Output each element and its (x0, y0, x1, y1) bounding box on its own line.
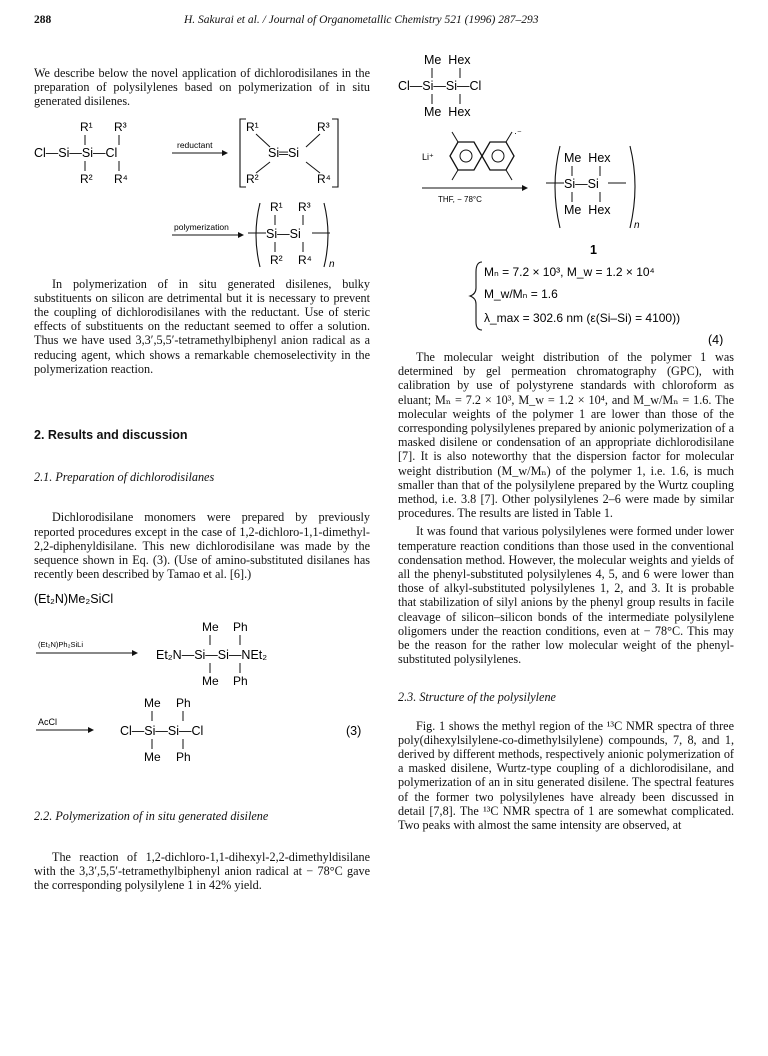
scheme3-eq-number: (3) (346, 724, 362, 739)
paragraph-nmr: Fig. 1 shows the methyl region of the ¹³C NMR spectra of three poly(dihexylsilylene-co-dimethylsilylene) compounds, 7, 8, and 1, derived by different methods, respectively anionic polymerization of a masked disilene, Wurtz-type coupling of a dichlorodisilane, and polymerization of an in situ generated disilene. The spectral features of the former two polysilylenes have already been discussed in detail [7,8]. The ¹³C NMR spectra of 1 are somewhat complicated. Two peaks with almost the same intensity are observed, at (398, 718, 734, 833)
scheme-bond-line (506, 132, 512, 142)
scheme4-polymer-bottom: Me Hex (564, 203, 611, 217)
scheme-bond-line (324, 203, 328, 267)
polymer-main: Si—Si (266, 226, 301, 241)
polymerization-label: polymerization (174, 221, 229, 232)
scheme3-mid-me: Me (202, 620, 219, 635)
scheme4-polymer-n: n (634, 220, 640, 231)
scheme3-prod-ph-bottom: Ph (176, 750, 191, 765)
scheme4-li-label: Li⁺ (422, 152, 434, 162)
page-header (34, 14, 734, 26)
scheme4-results-line2: M_w/Mₙ = 1.6 (484, 287, 558, 301)
scheme-bond-line (222, 150, 228, 156)
disilene-r3: R³ (317, 119, 330, 134)
scheme3-mid-main: Et₂N—Si—Si—NEt₂ (156, 648, 268, 663)
disilene-r4: R⁴ (317, 171, 331, 186)
scheme4-polymer-main: Si—Si (564, 177, 599, 191)
scheme-bond-line (506, 170, 512, 180)
scheme4-results-line1: Mₙ = 7.2 × 10³, M_w = 1.2 × 10⁴ (484, 265, 655, 279)
scheme-bond-line (460, 150, 472, 162)
paragraph-temperature: It was found that various polysilylenes were formed under lower temperature reaction conditions than those used in the conventional condensation method. However, the molecular weights and yields of all the phenyl-substituted polysilylenes 4, 5, and 6 were lower than those of alkyl-substituted polysilylenes 1, 2, and 3. It is probable that stabilization of silyl anions by the phenyl group results in facile cleavage of silicon–silicon bonds of the intermediate polysilylene oligomers under the reaction conditions, even at − 78°C. This may be the reason for the rather low molecular weight of the phenyl-substituted polysilylenes. (398, 524, 734, 667)
scheme-bond-line (492, 150, 504, 162)
polymer-r3: R³ (298, 199, 311, 214)
subsection-2-3-title: 2.3. Structure of the polysilylene (398, 690, 556, 705)
scheme-bond-line (470, 262, 482, 330)
subsection-2-2-title: 2.2. Polymerization of in situ generated disilene (34, 809, 269, 824)
section-2-title: 2. Results and discussion (34, 428, 188, 443)
scheme-bond-line (452, 132, 458, 142)
scheme4-reactant-top: Me Hex (424, 53, 471, 67)
right-column (398, 50, 734, 832)
scheme-bond-line (482, 142, 514, 170)
scheme3-start: (Et₂N)Me₂SiCl (34, 592, 114, 607)
paragraph-steric: In polymerization of in situ generated disilenes, bulky substituents on silicon are detrimental but it is necessary to prevent the coupling of dichlorodisilanes with the reductant. Use of steric effects of substituents on the reductant seemed to offer a solution. Thus we have used 3,3′,5,5′-tetramethylbiphenyl anion radical as a reducing agent, which shows a remarkable chemoselectivity in the polymerization reaction. (34, 276, 370, 376)
monomer-r4: R⁴ (114, 171, 128, 186)
scheme-bond-line (88, 727, 94, 733)
scheme3-reagent2: AcCl (38, 717, 58, 728)
scheme3-prod-me-bottom: Me (144, 750, 161, 765)
subsection-2-1-title: 2.1. Preparation of dichlorodisilanes (34, 470, 215, 485)
scheme3-mid-ph: Ph (233, 620, 248, 635)
scheme3-prod-ph: Ph (176, 696, 191, 711)
monomer-main: Cl—Si—Si—Cl (34, 145, 118, 160)
polymer-r1: R¹ (270, 199, 283, 214)
polymer-r4: R⁴ (298, 252, 312, 267)
scheme3-mid-ph-bottom: Ph (233, 674, 248, 689)
page-number: 288 (34, 14, 52, 26)
scheme4-compound-number: 1 (590, 243, 597, 257)
scheme-bond-line (238, 232, 244, 238)
scheme4-results-line3: λ_max = 302.6 nm (ε(Si–Si) = 4100)) (484, 311, 681, 325)
paragraph-reaction: The reaction of 1,2-dichloro-1,1-dihexyl-2,2-dimethyldisilane with the 3,3′,5,5′-tetramethylbiphenyl anion radical at − 78°C gave the corresponding polysilylene 1 in 42% yield. (34, 849, 370, 893)
scheme3-reagent1: (Et₂N)Ph₂SiLi (38, 640, 83, 650)
scheme4-reactant-main: Cl—Si—Si—Cl (398, 79, 482, 93)
scheme-bond-line (522, 185, 528, 191)
scheme4-conditions: THF, − 78°C (438, 195, 482, 204)
paragraph-monomers: Dichlorodisilane monomers were prepared by previously reported procedures except in the case of 1,2-dichloro-1,1-dimethyl-2,2-diphenyldisilane. This new dichlorodisilane was made by the sequence shown in Eq. (3). (Use of amino-substituted disilanes has recently been described by Tamao et al. [6].) (34, 510, 370, 582)
scheme3-prod-main: Cl—Si—Si—Cl (120, 724, 204, 739)
scheme4-polymer-top: Me Hex (564, 151, 611, 165)
scheme3-mid-me-bottom: Me (202, 674, 219, 689)
disilene-r1: R¹ (246, 119, 259, 134)
scheme4-anion-mark: ·⁻ (514, 128, 522, 138)
reductant-label: reductant (177, 139, 213, 150)
intro-paragraph: We describe below the novel application of dichlorodisilanes in the preparation of polysilylenes based on polymerization of in situ generated disilenes. (34, 66, 370, 109)
monomer-r1: R¹ (80, 119, 93, 134)
scheme-bond-line (630, 146, 635, 228)
monomer-r3: R³ (114, 119, 127, 134)
running-head: H. Sakurai et al. / Journal of Organometallic Chemistry 521 (1996) 287–293 (184, 14, 539, 26)
scheme-bond-line (452, 170, 458, 180)
scheme-disilene-polymerization (34, 113, 370, 271)
scheme-equation-3 (34, 587, 370, 773)
polymer-n: n (329, 258, 335, 270)
scheme-bond-line (332, 119, 338, 187)
scheme-equation-4 (398, 50, 734, 346)
monomer-r2: R² (80, 171, 93, 186)
scheme3-prod-me: Me (144, 696, 161, 711)
scheme4-reactant-bottom: Me Hex (424, 105, 471, 119)
scheme4-eq-number: (4) (708, 333, 724, 346)
scheme-bond-line (256, 203, 260, 267)
disilene-main: Si═Si (268, 145, 300, 160)
scheme-bond-line (555, 146, 560, 228)
disilene-r2: R² (246, 171, 259, 186)
scheme-bond-line (132, 650, 138, 656)
scheme-bond-line (306, 134, 320, 147)
left-column (34, 66, 370, 892)
paragraph-gpc: The molecular weight distribution of the polymer 1 was determined by gel permeation chromatography (GPC), with calibration by use of polystyrene standards with chloroform as eluant; Mₙ = 7.2 × 10³, M_w = 1.2 × 10⁴, and M_w/Mₙ = 1.6. The molecular weights of the polymer 1 are lower than those of the corresponding polysilylenes prepared by anionic polymerization of a masked disilene or condensation of an appropriate dichlorodisilane [7]. It is also noteworthy that the dispersion factor for molecular weight distribution (M_w/Mₙ) of the polymer 1, i.e. 1.6, is much smaller than that of the polysilylene prepared by the Wurtz coupling method, i.e. 3.8 [7]. Other polysilylenes 2–6 were made by similar procedures. The results are listed in Table 1. (398, 350, 734, 521)
biphenyl-ring-left (450, 142, 482, 170)
polymer-r2: R² (270, 252, 283, 267)
